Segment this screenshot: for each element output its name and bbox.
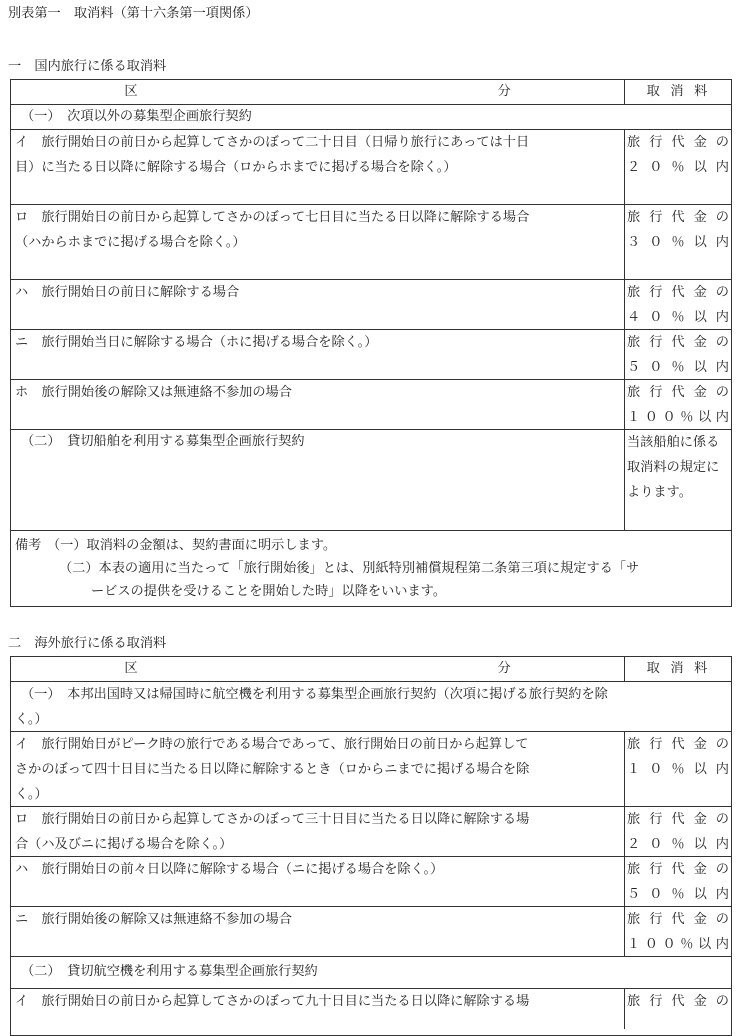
header-category-left: 区 — [124, 661, 138, 676]
condition-line: （ハからホまでに掲げる場合を除く。） — [15, 235, 246, 250]
condition-cell — [11, 280, 625, 329]
table-row — [11, 807, 731, 857]
fee-line: ２０％以内 — [627, 160, 729, 175]
condition-cell — [11, 907, 625, 956]
table-row — [11, 732, 731, 807]
fee-line: １０％以内 — [627, 762, 729, 777]
condition-cell — [11, 857, 625, 906]
fee-cell — [625, 380, 731, 429]
fee-line: 旅行代金の — [627, 385, 729, 400]
subsection-row — [11, 957, 731, 989]
subsection-label: （一） 次項以外の募集型企画旅行契約 — [21, 109, 252, 124]
condition-cell — [11, 205, 625, 279]
fee-line: 旅行代金の — [627, 335, 729, 350]
condition-cell — [11, 732, 625, 806]
fee-cell — [625, 807, 731, 856]
fee-cell: 当該船舶に係る取消料の規定によります。 — [627, 435, 720, 500]
overseas-cancellation-table — [10, 656, 732, 1036]
fee-line: 旅行代金の — [627, 994, 729, 1009]
condition-line: イ 旅行開始日の前日から起算してさかのぼって二十日目（日帰り旅行にあっては十日 — [15, 135, 530, 150]
fee-line: 旅行代金の — [627, 285, 729, 300]
table-row — [11, 330, 731, 380]
header-fee-cell: 取消料 — [646, 84, 718, 99]
condition-cell — [11, 130, 625, 204]
header-category-right: 分 — [497, 84, 511, 99]
page-title: 別表第一 取消料（第十六条第一項関係） — [8, 6, 259, 21]
condition-line: イ 旅行開始日の前日から起算してさかのぼって九十日目に当たる日以降に解除する場 — [15, 994, 530, 1009]
subsection-label — [11, 682, 731, 731]
remarks-cell — [11, 531, 731, 606]
condition-line: ハ 旅行開始日の前日に解除する場合 — [15, 285, 240, 300]
subsection-label-line: （一） 本邦出国時又は帰国時に航空機を利用する募集型企画旅行契約（次項に掲げる旅行契約を除 — [21, 687, 608, 702]
domestic-cancellation-table — [10, 79, 732, 607]
fee-line: ５０％以内 — [627, 887, 729, 902]
fee-line: 旅行代金の — [627, 862, 729, 877]
table-header-row — [11, 657, 731, 682]
fee-cell — [625, 857, 731, 906]
fee-line: １００％以内 — [627, 937, 729, 952]
fee-cell — [625, 280, 731, 329]
fee-cell — [625, 989, 731, 1029]
condition-line: く。） — [15, 787, 48, 802]
fee-line: 旅行代金の — [627, 912, 729, 927]
fee-line: ４０％以内 — [627, 310, 729, 325]
remarks-item-2-continued: ービスの提供を受けることを開始した時」以降をいいます。 — [91, 584, 447, 599]
table-row — [11, 280, 731, 330]
condition-line: イ 旅行開始日がピーク時の旅行である場合であって、旅行開始日の前日から起算して — [15, 737, 529, 752]
table-row — [11, 130, 731, 205]
remarks-row — [11, 531, 731, 606]
header-category-left: 区 — [124, 84, 138, 99]
condition-cell — [11, 807, 625, 856]
condition-line: ロ 旅行開始日の前日から起算してさかのぼって三十日目に当たる日以降に解除する場 — [15, 812, 530, 827]
fee-line: １００％以内 — [627, 410, 729, 425]
remarks-item-2: （二）本表の適用に当たって「旅行開始後」とは、別紙特別補償規程第二条第三項に規定する「サ — [59, 561, 640, 576]
header-category-right: 分 — [497, 661, 511, 676]
table-row — [11, 907, 731, 957]
condition-cell — [11, 989, 625, 1029]
fee-cell — [625, 130, 731, 204]
condition-line: ハ 旅行開始日の前々日以降に解除する場合（ニに掲げる場合を除く。） — [15, 862, 444, 877]
fee-line: 旅行代金の — [627, 210, 729, 225]
remarks-label: 備考 — [15, 538, 42, 553]
fee-line: 旅行代金の — [627, 812, 729, 827]
fee-cell — [625, 907, 731, 956]
subsection-row — [11, 105, 731, 130]
table-header-row — [11, 80, 731, 105]
fee-cell — [625, 732, 731, 806]
table-row — [11, 380, 731, 430]
section-heading-overseas: 二 海外旅行に係る取消料 — [8, 636, 167, 651]
fee-line: 旅行代金の — [627, 737, 729, 752]
fee-cell — [625, 205, 731, 279]
header-category-cell — [11, 657, 625, 681]
subsection-label: （二） 貸切航空機を利用する募集型企画旅行契約 — [21, 964, 318, 979]
subsection-row — [11, 682, 731, 732]
table-row — [11, 989, 731, 1029]
table-row — [11, 857, 731, 907]
condition-line: ニ 旅行開始当日に解除する場合（ホに掲げる場合を除く。） — [15, 335, 378, 350]
fee-line: 旅行代金の — [627, 135, 729, 150]
fee-line: ２０％以内 — [627, 837, 729, 852]
fee-line: ５０％以内 — [627, 360, 729, 375]
subsection-label: （二） 貸切船舶を利用する募集型企画旅行契約 — [11, 430, 625, 530]
condition-cell — [11, 380, 625, 429]
remarks-line — [15, 534, 727, 557]
fee-cell — [625, 330, 731, 379]
subsection-label-line: く。） — [15, 712, 48, 727]
condition-line: ニ 旅行開始後の解除又は無連絡不参加の場合 — [15, 912, 292, 927]
subsection-row — [11, 430, 731, 531]
table-row — [11, 205, 731, 280]
condition-line: ロ 旅行開始日の前日から起算してさかのぼって七日目に当たる日以降に解除する場合 — [15, 210, 530, 225]
remarks-item-1: （一）取消料の金額は、契約書面に明示します。 — [47, 538, 337, 553]
condition-line: さかのぼって四十日目に当たる日以降に解除するとき（ロからニまでに掲げる場合を除 — [15, 762, 530, 777]
condition-line: ホ 旅行開始後の解除又は無連絡不参加の場合 — [15, 385, 292, 400]
section-heading-domestic: 一 国内旅行に係る取消料 — [8, 59, 167, 74]
condition-line: 合（ハ及びニに掲げる場合を除く。） — [15, 837, 233, 852]
fee-line: ３０％以内 — [627, 235, 729, 250]
header-category-cell — [11, 80, 625, 104]
condition-cell — [11, 330, 625, 379]
header-fee-cell: 取消料 — [646, 661, 718, 676]
condition-line: 目）に当たる日以降に解除する場合（ロからホまでに掲げる場合を除く。） — [15, 160, 457, 175]
